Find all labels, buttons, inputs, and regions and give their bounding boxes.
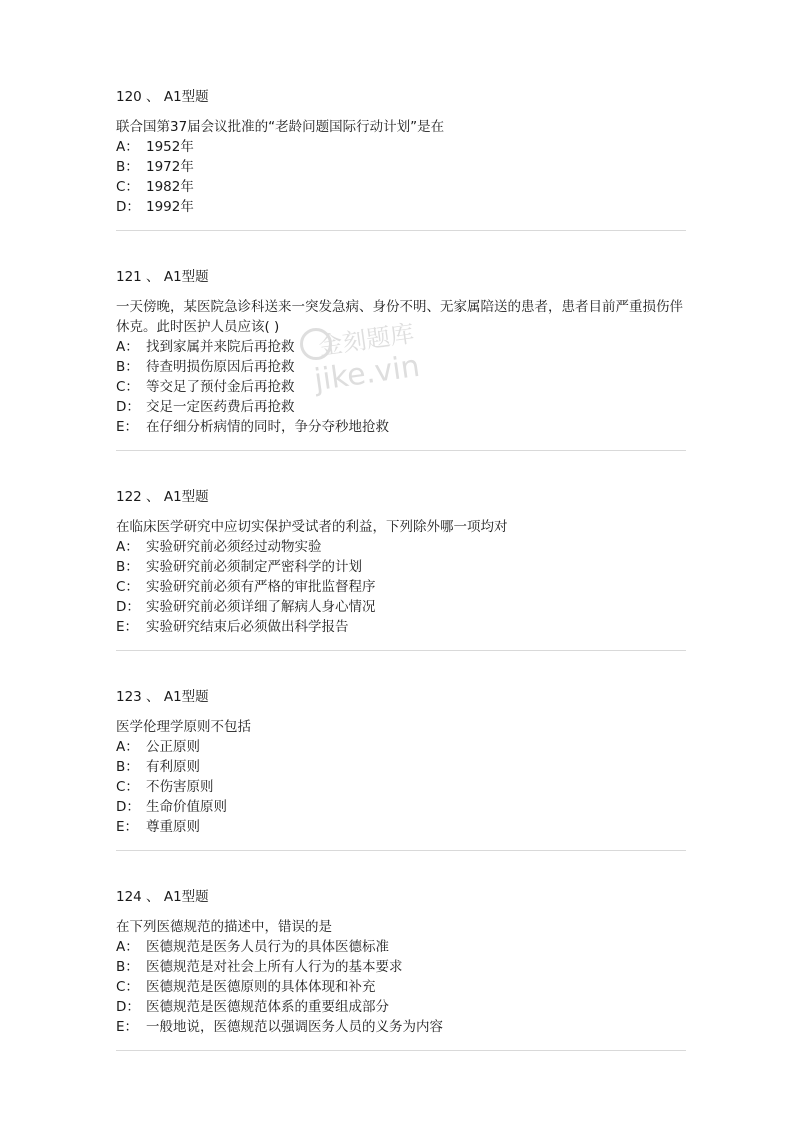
option-letter: C： (116, 179, 139, 195)
option-text: 等交足了预付金后再抢救 (146, 379, 295, 395)
option-letter: D： (116, 999, 140, 1015)
watermark-text: 金刻题库 (316, 319, 416, 361)
question-stem: 联合国第37届会议批准的“老龄问题国际行动计划”是在 (116, 119, 445, 135)
option-a (116, 137, 686, 157)
question-header: 121 、 A1型题 (116, 269, 209, 285)
option-letter: B： (116, 559, 139, 575)
option-letter: D： (116, 199, 140, 215)
option-c (116, 177, 686, 197)
option-text: 有利原则 (146, 759, 200, 775)
option-b (116, 757, 686, 777)
question-122 (116, 487, 686, 637)
option-text: 公正原则 (146, 739, 200, 755)
question-header: 122 、 A1型题 (116, 489, 209, 505)
divider (116, 450, 686, 451)
option-text: 医德规范是对社会上所有人行为的基本要求 (146, 959, 403, 975)
option-text: 尊重原则 (146, 819, 200, 835)
option-text: 实验研究前必须详细了解病人身心情况 (146, 599, 376, 615)
option-letter: E： (116, 1019, 139, 1035)
option-letter: E： (116, 619, 139, 635)
option-text: 生命价值原则 (146, 799, 227, 815)
option-text: 1952年 (146, 139, 194, 155)
option-b (116, 957, 686, 977)
question-120 (116, 87, 686, 217)
option-text: 找到家属并来院后再抢救 (146, 339, 295, 355)
watermark-url: jike.vin (312, 348, 422, 399)
option-c (116, 577, 686, 597)
option-text: 实验研究前必须经过动物实验 (146, 539, 322, 555)
option-text: 实验研究结束后必须做出科学报告 (146, 619, 349, 635)
question-123 (116, 687, 686, 837)
option-letter: E： (116, 419, 139, 435)
option-d (116, 597, 686, 617)
question-stem: 在下列医德规范的描述中，错误的是 (116, 919, 332, 935)
option-a (116, 337, 686, 357)
option-d (116, 197, 686, 217)
option-a (116, 737, 686, 757)
option-letter: A： (116, 339, 139, 355)
divider (116, 650, 686, 651)
option-e (116, 817, 686, 837)
option-letter: A： (116, 939, 139, 955)
divider (116, 230, 686, 231)
option-letter: A： (116, 139, 139, 155)
option-letter: C： (116, 979, 139, 995)
option-b (116, 357, 686, 377)
divider (116, 1050, 686, 1051)
question-header: 123 、 A1型题 (116, 689, 209, 705)
option-d (116, 397, 686, 417)
option-e (116, 617, 686, 637)
option-letter: D： (116, 799, 140, 815)
question-124 (116, 887, 686, 1037)
option-d (116, 797, 686, 817)
option-c (116, 377, 686, 397)
option-text: 一般地说，医德规范以强调医务人员的义务为内容 (146, 1019, 443, 1035)
option-d (116, 997, 686, 1017)
option-letter: B： (116, 759, 139, 775)
option-text: 在仔细分析病情的同时，争分夺秒地抢救 (146, 419, 389, 435)
option-e (116, 1017, 686, 1037)
option-text: 不伤害原则 (146, 779, 214, 795)
option-c (116, 977, 686, 997)
option-e (116, 417, 686, 437)
option-text: 医德规范是医务人员行为的具体医德标准 (146, 939, 389, 955)
divider (116, 850, 686, 851)
option-text: 1972年 (146, 159, 194, 175)
question-stem: 医学伦理学原则不包括 (116, 719, 251, 735)
option-text: 医德规范是医德原则的具体体现和补充 (146, 979, 376, 995)
question-header: 120 、 A1型题 (116, 89, 209, 105)
option-letter: C： (116, 379, 139, 395)
option-letter: B： (116, 159, 139, 175)
option-text: 实验研究前必须有严格的审批监督程序 (146, 579, 376, 595)
option-letter: A： (116, 739, 139, 755)
option-text: 待查明损伤原因后再抢救 (146, 359, 295, 375)
option-letter: C： (116, 579, 139, 595)
option-text: 医德规范是医德规范体系的重要组成部分 (146, 999, 389, 1015)
question-header: 124 、 A1型题 (116, 889, 209, 905)
option-letter: B： (116, 959, 139, 975)
question-stem: 一天傍晚，某医院急诊科送来一突发急病、身份不明、无家属陪送的患者，患者目前严重损伤伴休克。此时医护人员应该( ) (116, 299, 683, 335)
option-a (116, 937, 686, 957)
option-letter: C： (116, 779, 139, 795)
option-letter: B： (116, 359, 139, 375)
option-text: 实验研究前必须制定严密科学的计划 (146, 559, 362, 575)
question-stem: 在临床医学研究中应切实保护受试者的利益，下列除外哪一项均对 (116, 519, 508, 535)
option-b (116, 557, 686, 577)
option-text: 1992年 (146, 199, 194, 215)
option-letter: D： (116, 599, 140, 615)
option-letter: D： (116, 399, 140, 415)
question-121 (116, 267, 686, 437)
option-text: 交足一定医药费后再抢救 (146, 399, 295, 415)
option-text: 1982年 (146, 179, 194, 195)
option-c (116, 777, 686, 797)
option-a (116, 537, 686, 557)
option-b (116, 157, 686, 177)
option-letter: A： (116, 539, 139, 555)
option-letter: E： (116, 819, 139, 835)
